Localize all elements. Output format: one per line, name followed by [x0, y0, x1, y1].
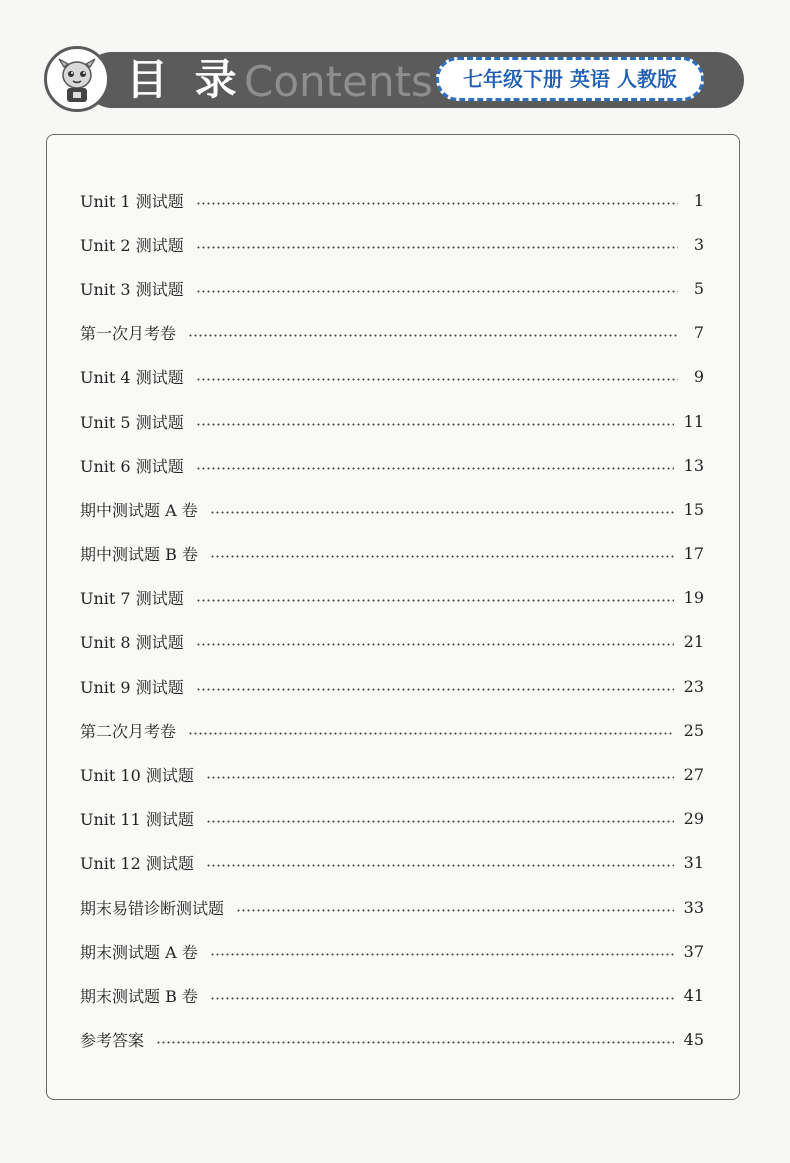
toc-entry[interactable] [80, 708, 704, 752]
toc-entry-page: 21 [683, 632, 704, 652]
toc-entry-title: Unit 3 测试题 [80, 279, 184, 299]
dot-leader [188, 334, 678, 337]
toc-entry[interactable] [80, 885, 704, 929]
contents-header [44, 46, 744, 112]
toc-entry-title: Unit 4 测试题 [80, 368, 184, 388]
toc-entry[interactable] [80, 178, 704, 222]
toc-entry-title: Unit 1 测试题 [80, 191, 184, 211]
toc-entry-page: 33 [683, 897, 704, 917]
toc-entry-page: 1 [693, 190, 704, 210]
dot-leader [188, 732, 674, 735]
toc-entry-title: Unit 8 测试题 [80, 633, 184, 653]
toc-entry[interactable] [80, 443, 704, 487]
toc-entry[interactable] [80, 929, 704, 973]
dot-leader [196, 202, 678, 205]
toc-entry-page: 19 [683, 588, 704, 608]
toc-entry-title: 期中测试题 B 卷 [80, 545, 198, 565]
cartoon-goat-mascot-icon [51, 53, 103, 105]
toc-entry-page: 25 [683, 720, 704, 740]
toc-entry-title: 期末测试题 B 卷 [80, 986, 198, 1006]
dot-leader [236, 909, 674, 912]
toc-entry-page: 5 [693, 278, 704, 298]
dot-leader [196, 467, 674, 470]
toc-entry[interactable] [80, 532, 704, 576]
toc-entry-title: Unit 7 测试题 [80, 589, 184, 609]
toc-entry-title: 参考答案 [80, 1031, 145, 1051]
toc-entry-page: 31 [683, 853, 704, 873]
toc-entry[interactable] [80, 620, 704, 664]
toc-entry-title: Unit 5 测试题 [80, 412, 184, 432]
dot-leader [206, 864, 674, 867]
toc-entry-title: Unit 6 测试题 [80, 456, 184, 476]
dot-leader [196, 290, 678, 293]
toc-entry-page: 7 [693, 323, 704, 343]
toc-entry-page: 45 [683, 1030, 704, 1050]
dot-leader [156, 1041, 674, 1044]
mascot-icon [44, 46, 110, 112]
toc-entry[interactable] [80, 266, 704, 310]
dot-leader [210, 953, 674, 956]
toc-entry-title: Unit 11 测试题 [80, 810, 194, 830]
dot-leader [196, 599, 674, 602]
dot-leader [210, 997, 674, 1000]
toc-entry-title: 期中测试题 A 卷 [80, 500, 198, 520]
dot-leader [196, 423, 674, 426]
toc-entry[interactable] [80, 797, 704, 841]
toc-entry-page: 11 [683, 411, 704, 431]
table-of-contents [80, 178, 704, 1062]
grade-subject-badge: 七年级下册 英语 人教版 [436, 57, 704, 101]
toc-entry-page: 23 [683, 676, 704, 696]
dot-leader [206, 776, 674, 779]
dot-leader [196, 643, 674, 646]
dot-leader [210, 555, 674, 558]
toc-entry[interactable] [80, 973, 704, 1017]
toc-entry[interactable] [80, 664, 704, 708]
toc-entry-title: Unit 12 测试题 [80, 854, 194, 874]
toc-entry[interactable] [80, 487, 704, 531]
toc-entry[interactable] [80, 311, 704, 355]
dot-leader [206, 820, 674, 823]
dot-leader [196, 246, 678, 249]
toc-entry[interactable] [80, 841, 704, 885]
page-title-english: Contents [244, 57, 433, 106]
toc-entry[interactable] [80, 399, 704, 443]
toc-entry-page: 27 [683, 765, 704, 785]
toc-entry-title: 第二次月考卷 [80, 721, 177, 741]
toc-entry-title: Unit 9 测试题 [80, 677, 184, 697]
toc-entry-page: 3 [693, 234, 704, 254]
toc-entry-title: 第一次月考卷 [80, 324, 177, 344]
toc-entry[interactable] [80, 1018, 704, 1062]
toc-entry-page: 29 [683, 809, 704, 829]
toc-entry-page: 37 [683, 941, 704, 961]
page-title: 目 录 [126, 55, 243, 104]
toc-entry-title: Unit 2 测试题 [80, 235, 184, 255]
toc-entry-title: 期末易错诊断测试题 [80, 898, 225, 918]
dot-leader [210, 511, 674, 514]
toc-entry-page: 9 [693, 367, 704, 387]
toc-entry[interactable] [80, 355, 704, 399]
toc-entry-title: Unit 10 测试题 [80, 766, 194, 786]
dot-leader [196, 378, 678, 381]
toc-entry[interactable] [80, 576, 704, 620]
toc-entry-page: 41 [683, 985, 704, 1005]
toc-entry[interactable] [80, 222, 704, 266]
toc-entry-page: 17 [683, 544, 704, 564]
toc-entry[interactable] [80, 752, 704, 796]
dot-leader [196, 688, 674, 691]
toc-entry-page: 15 [683, 499, 704, 519]
toc-entry-page: 13 [683, 455, 704, 475]
toc-entry-title: 期末测试题 A 卷 [80, 942, 198, 962]
